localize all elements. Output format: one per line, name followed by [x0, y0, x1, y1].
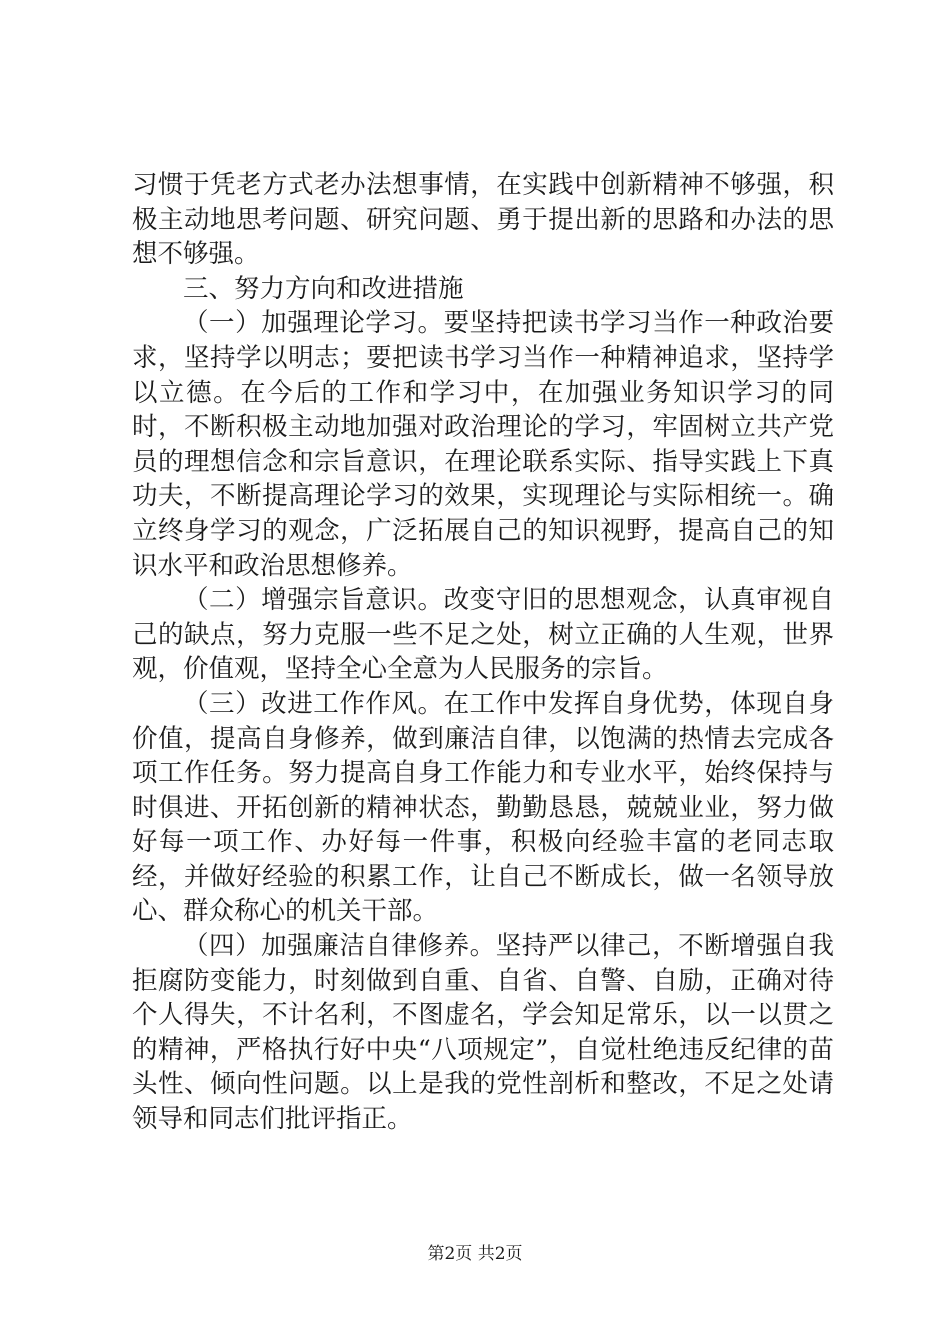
section-heading-improvement-measures: 三、努力方向和改进措施: [183, 273, 464, 304]
paragraph-purpose-awareness: （二）增强宗旨意识。改变守旧的思想观念，认真审视自己的缺点，努力克服一些不足之处，树立正确的人生观，世界观，价值观，坚持全心全意为人民服务的宗旨。: [132, 585, 834, 685]
paragraph-theory-study: （一）加强理论学习。要坚持把读书学习当作一种政治要求，坚持学以明志；要把读书学习当作一种精神追求，坚持学以立德。在今后的工作和学习中，在加强业务知识学习的同时，不断积极主动地加强对政治理论的学习，牢固树立共产党员的理想信念和宗旨意识，在理论联系实际、指导实践上下真功夫，不断提高理论学习的效果，实现理论与实际相统一。确立终身学习的观念，广泛拓展自己的知识视野，提高自己的知识水平和政治思想修养。: [132, 308, 834, 581]
paragraph-continuation: 习惯于凭老方式老办法想事情，在实践中创新精神不够强，积极主动地思考问题、研究问题、勇于提出新的思路和办法的思想不够强。: [132, 170, 834, 270]
paragraph-work-style: （三）改进工作作风。在工作中发挥自身优势，体现自身价值，提高自身修养，做到廉洁自律，以饱满的热情去完成各项工作任务。努力提高自身工作能力和专业水平，始终保持与时俱进、开拓创新的精神状态，勤勤恳恳，兢兢业业，努力做好每一项工作、办好每一件事，积极向经验丰富的老同志取经，并做好经验的积累工作，让自己不断成长，做一名领导放心、群众称心的机关干部。: [132, 688, 834, 927]
page-footer: [0, 1243, 950, 1265]
document-body: [132, 168, 834, 1137]
paragraph-self-discipline: （四）加强廉洁自律修养。坚持严以律己，不断增强自我拒腐防变能力，时刻做到自重、自省、自警、自励，正确对待个人得失，不计名利，不图虚名，学会知足常乐，以一以贯之的精神，严格执行好中央“八项规定”，自觉杜绝违反纪律的苗头性、倾向性问题。以上是我的党性剖析和整改，不足之处请领导和同志们批评指正。: [132, 931, 834, 1135]
page-number: 第2页 共2页: [427, 1244, 523, 1264]
